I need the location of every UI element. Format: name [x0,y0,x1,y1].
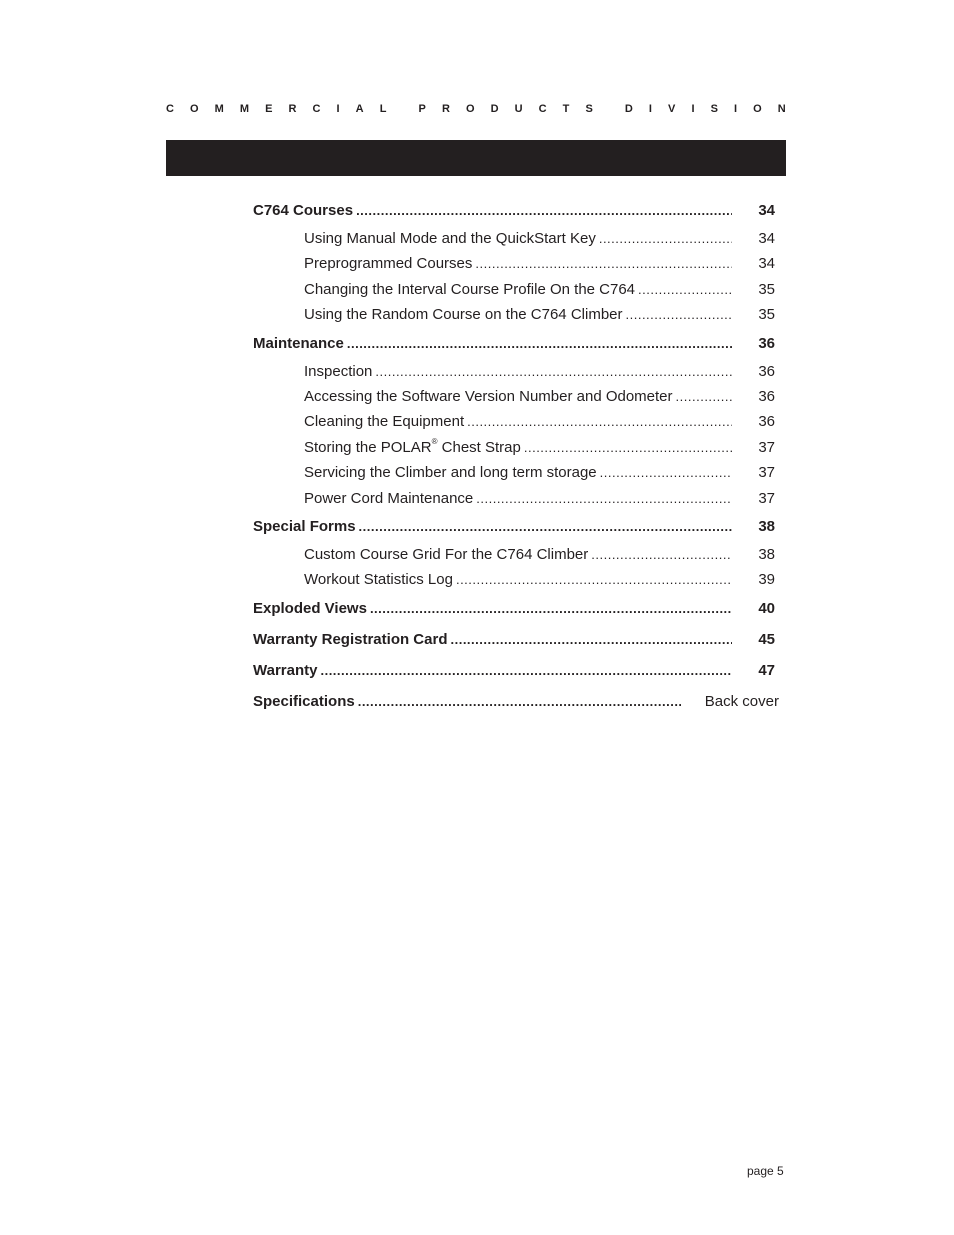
toc-page-number: 34 [758,202,775,219]
toc-entry-label-text: C764 Courses [253,202,354,219]
toc-entry-label [304,542,588,568]
toc-page-number: 36 [758,387,775,405]
toc-section-entry[interactable] [253,689,783,717]
toc-subsection-entry[interactable] [253,277,783,302]
toc-page-number: 45 [758,630,775,648]
toc-subsection-entry[interactable] [253,435,783,460]
header-letter: R [441,103,450,115]
toc-page-number: 37 [758,464,775,482]
toc-entry-label [304,359,372,385]
toc-page-number: 36 [758,413,775,431]
toc-entry-label [304,567,453,593]
header-letter: D [624,103,633,115]
dot-leader [475,251,732,277]
toc-entry-label-text: Changing the Interval Course Profile On the C764 [304,280,636,298]
header-letter: D [490,103,499,115]
header-letter: U [514,103,523,115]
dot-leader [456,567,732,593]
dot-leader [356,198,732,224]
dot-leader [676,384,732,410]
toc-entry-label-text: Custom Course Grid For the C764 Climber [304,545,589,563]
toc-subsection-entry[interactable] [253,384,783,409]
toc-page-number: 34 [758,230,775,247]
header-letter: C [312,103,321,115]
toc-entry-label-text: Chest Strap [437,438,521,456]
header-letter: I [733,103,738,115]
toc-entry-label-text: Specifications [253,692,355,710]
toc-section-entry[interactable] [253,596,783,624]
dot-leader [591,542,732,568]
header-letter: S [710,103,718,115]
header-letter: I [336,103,340,115]
toc-page-number: 47 [758,661,775,679]
toc-entry-label [304,409,464,435]
toc-entry-label-text: Warranty Registration Card [253,630,448,648]
table-of-contents [253,198,783,717]
header-letter: S [585,103,593,115]
toc-entry-label [253,331,344,357]
toc-entry-label [304,486,473,512]
dot-leader [370,596,732,622]
dot-leader [524,435,732,461]
toc-entry-label-text: Exploded Views [253,599,367,617]
toc-page-number: 34 [758,255,775,273]
toc-entry-label [253,596,367,622]
toc-entry-label [304,460,597,486]
toc-entry-label [304,302,623,328]
header-letter: R [288,103,297,115]
header-letter: O [753,103,762,115]
toc-page-number: 37 [758,438,775,456]
toc-entry-label [304,384,673,410]
toc-subsection-entry[interactable] [253,359,783,384]
header-letter: L [379,103,387,115]
toc-entry-label-text: Workout Statistics Log [304,571,453,589]
toc-page-number: 37 [758,489,775,507]
header-letter: I [648,103,652,115]
dot-leader [320,658,732,684]
toc-page-number: 39 [758,571,775,589]
dot-leader [467,409,732,435]
toc-entry-label [253,689,355,715]
toc-subsection-entry[interactable] [253,542,783,567]
toc-page-number: 38 [758,517,775,535]
toc-subsection-entry[interactable] [253,302,783,327]
header-letter: M [214,103,224,115]
toc-page-number: 35 [758,306,775,324]
toc-subsection-entry[interactable] [253,409,783,434]
toc-entry-label-text: Accessing the Software Version Number and Odometer [304,387,673,405]
toc-subsection-entry[interactable] [253,567,783,592]
header-letter: T [562,103,570,115]
toc-entry-label-text: Servicing the Climber and long term storage [304,464,597,482]
header-letter: M [239,103,250,115]
toc-page-number: 36 [758,334,775,352]
registered-mark: ® [431,436,438,446]
dot-leader [347,331,732,357]
toc-entry-label-text: Power Cord Maintenance [304,489,474,507]
toc-subsection-entry[interactable] [253,486,783,511]
dot-leader [358,689,681,715]
toc-entry-label-text: Preprogrammed Courses [304,255,473,273]
toc-entry-label [304,435,521,461]
header-bar [166,140,786,176]
toc-section-entry[interactable] [253,658,783,686]
header-letter: C [538,103,547,115]
dot-leader [375,359,732,385]
toc-page-number: 40 [758,599,775,617]
toc-entry-label-text: Using Manual Mode and the QuickStart Key [304,230,596,247]
toc-subsection-entry[interactable] [253,251,783,276]
toc-section-entry[interactable] [253,198,783,226]
toc-subsection-entry[interactable] [253,460,783,485]
toc-entry-label [304,251,472,277]
dot-leader [638,277,732,303]
header-letter: N [777,103,786,115]
toc-entry-label [304,226,596,252]
header-letter: C [166,103,174,115]
division-header [166,103,786,115]
header-letter: A [355,103,364,115]
dot-leader [600,460,732,486]
toc-page-number: Back cover [704,692,779,710]
dot-leader [359,514,732,540]
toc-entry-label [304,277,635,303]
dot-leader [626,302,733,328]
toc-entry-label-text: Inspection [304,362,373,380]
header-letter: O [465,103,475,115]
toc-entry-label-text: Special Forms [253,517,356,535]
toc-entry-label-text: Maintenance [253,334,344,352]
toc-page-number: 35 [758,280,775,298]
toc-page-number: 36 [758,362,775,380]
toc-entry-label [253,514,356,540]
toc-entry-label [253,658,317,684]
toc-entry-label-text: Cleaning the Equipment [304,413,465,431]
header-letter: E [265,103,273,115]
toc-section-entry[interactable] [253,627,783,655]
toc-entry-label [253,198,353,224]
dot-leader [599,226,732,252]
dot-leader [476,486,732,512]
toc-subsection-entry[interactable] [253,226,783,251]
toc-entry-label [253,627,447,653]
toc-entry-label-text: Warranty [253,661,318,679]
toc-section-entry[interactable] [253,331,783,359]
dot-leader [450,627,732,653]
toc-entry-label-text: Storing the POLAR [304,438,432,456]
header-letter: P [418,103,426,115]
header-letter: I [691,103,695,115]
toc-entry-label-text: Using the Random Course on the C764 Climber [304,306,623,324]
header-letter: O [190,103,199,115]
page-number: page 5 [747,1164,784,1178]
toc-page-number: 38 [758,545,775,563]
header-letter: V [668,103,676,115]
toc-section-entry[interactable] [253,514,783,542]
